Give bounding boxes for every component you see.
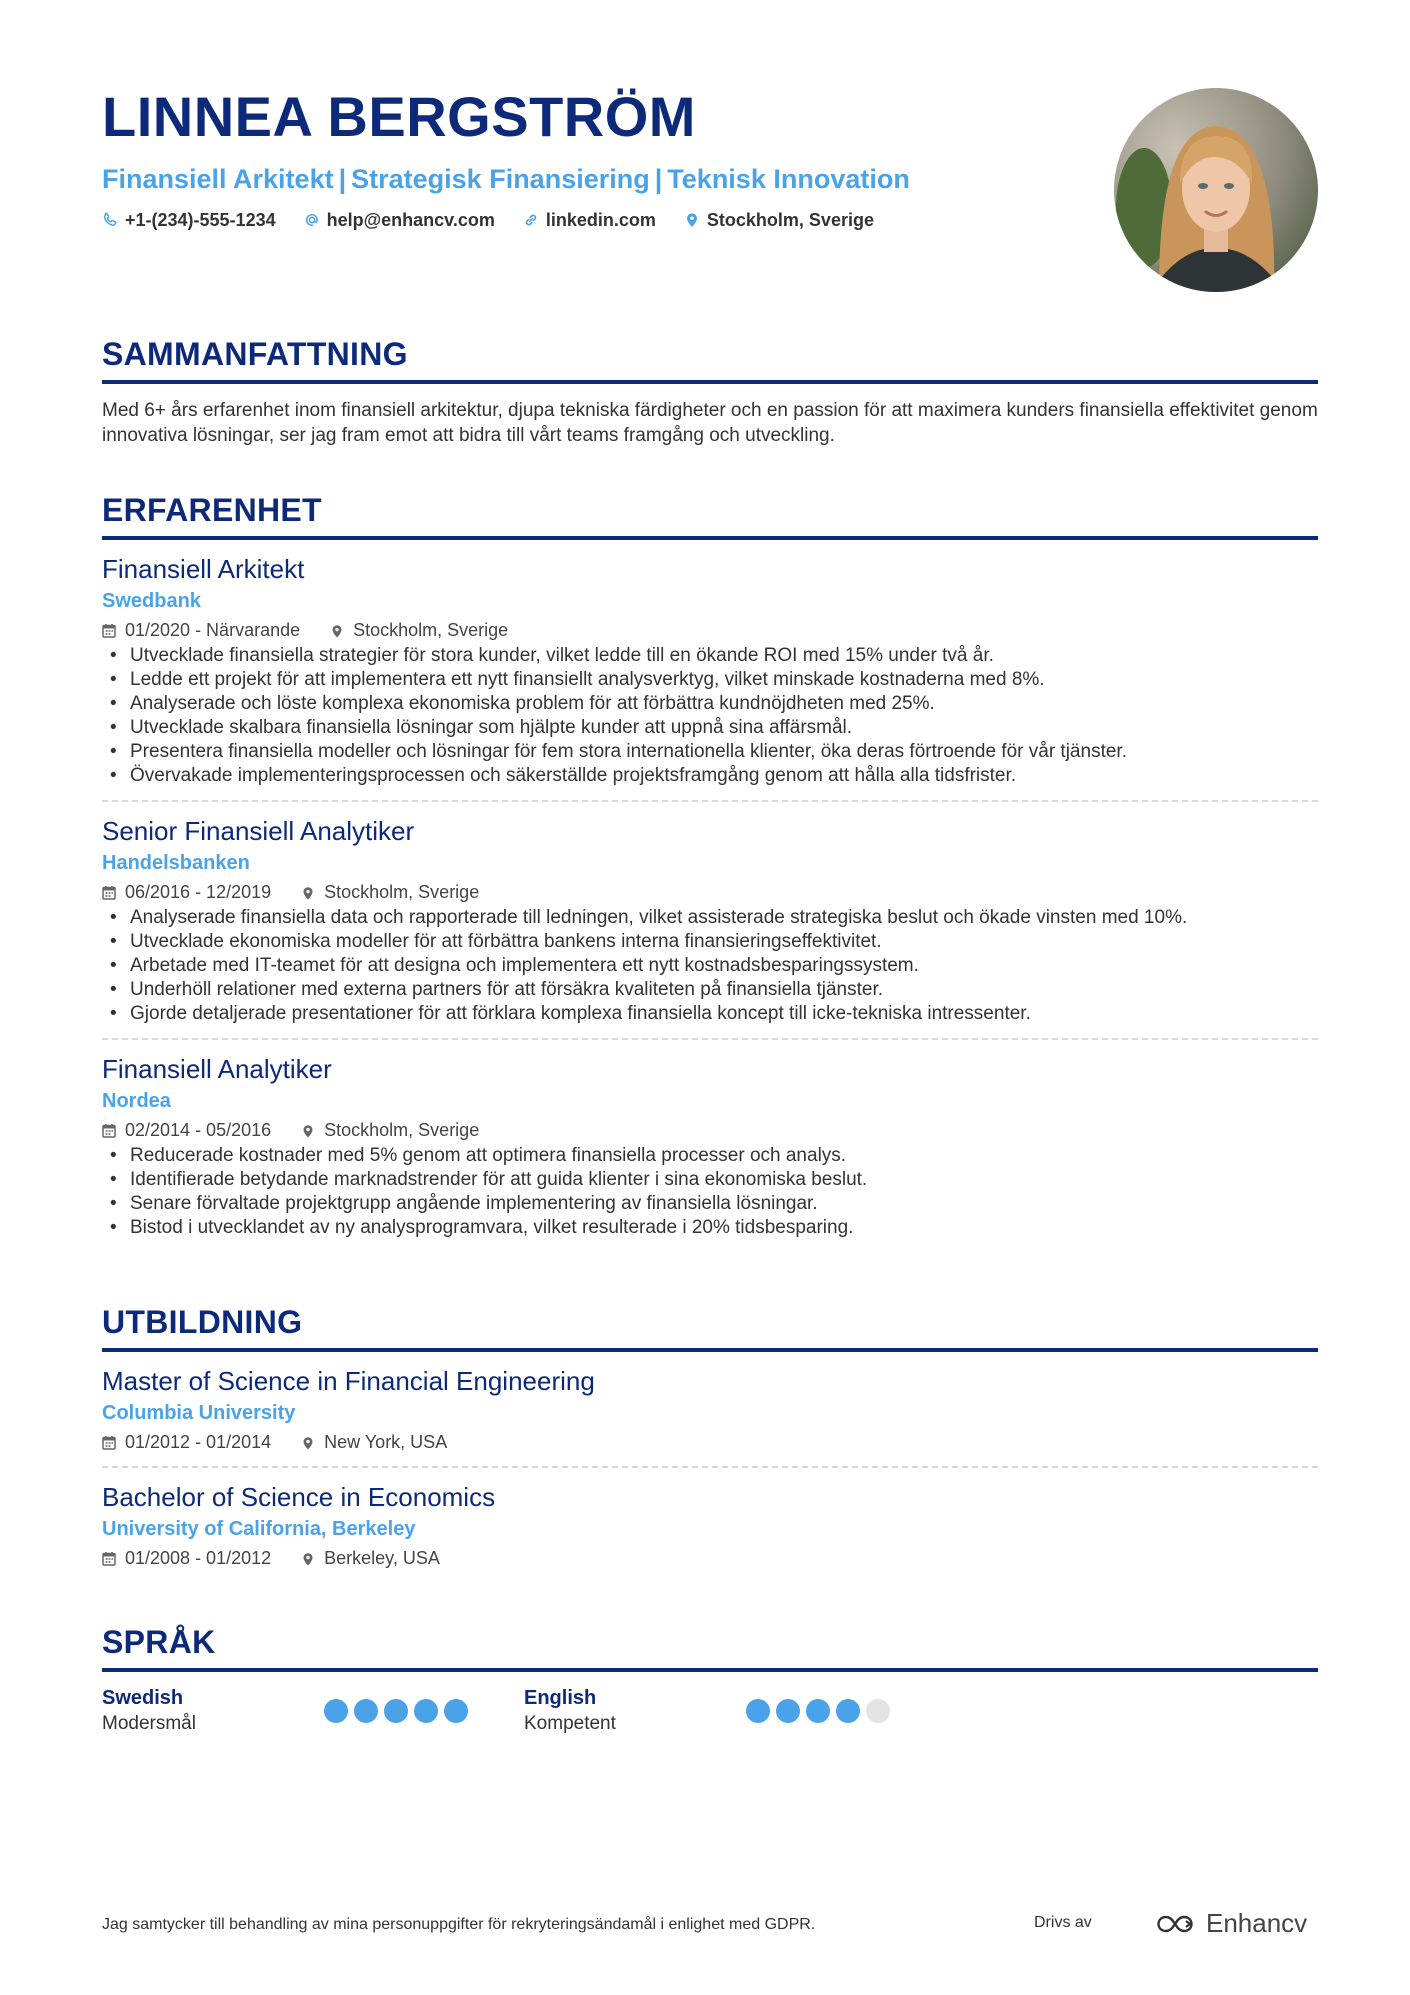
- list-item: • Övervakade implementeringsprocessen och säkerställde projektsframgång genom att hålla alla tidsfrister.: [102, 764, 1318, 788]
- map-pin-icon: [301, 1435, 315, 1450]
- list-item: • Analyserade och löste komplexa ekonomiska problem för att förbättra kundnöjdheten med 25%.: [102, 692, 1318, 716]
- date-text: 01/2020 - Närvarande: [125, 620, 301, 640]
- proficiency-dot-filled: [354, 1699, 378, 1723]
- section-title: UTBILDNING: [102, 1304, 303, 1340]
- location-text: New York, USA: [324, 1432, 448, 1452]
- job-title: Senior Finansiell Analytiker: [102, 816, 415, 846]
- location-text: Stockholm, Sverige: [706, 210, 874, 230]
- resume-header: [102, 82, 1062, 232]
- experience-entry: [102, 814, 1318, 1026]
- experience-entry: [102, 1052, 1318, 1240]
- list-item: • Arbetade med IT-teamet för att designa och implementera ett nytt kostnadsbesparingssystem.: [102, 954, 1318, 978]
- powered-by-label: Drivs av: [1034, 1914, 1092, 1931]
- map-pin-icon: [301, 885, 315, 900]
- date-range: [102, 1118, 271, 1142]
- language-name: English: [524, 1687, 597, 1709]
- brand-name: Enhancv: [1206, 1908, 1308, 1938]
- entry-meta: [102, 1430, 1318, 1454]
- calendar-icon: [102, 1551, 116, 1566]
- map-pin-icon: [684, 212, 700, 228]
- job-title: Finansiell Arkitekt: [102, 554, 305, 584]
- headline-separator: |: [338, 164, 347, 194]
- degree-title: Bachelor of Science in Economics: [102, 1482, 496, 1512]
- map-pin-icon: [301, 1551, 315, 1566]
- list-item: • Senare förvaltade projektgrupp angående implementering av finansiella lösningar.: [102, 1192, 1318, 1216]
- proficiency-dots: [324, 1686, 468, 1736]
- proficiency-dots: [746, 1686, 890, 1736]
- school-name: University of California, Berkeley: [102, 1518, 416, 1540]
- list-item: • Ledde ett projekt för att implementera ett nytt finansiellt analysverktyg, vilket minskade kostnaderna med 8%.: [102, 668, 1318, 692]
- phone-icon: [102, 212, 118, 228]
- linkedin-text: linkedin.com: [545, 210, 656, 230]
- phone-text: +1-(234)-555-1234: [125, 210, 276, 230]
- entry-meta: [102, 1546, 1318, 1570]
- entry-meta: [102, 1118, 1318, 1142]
- contact-phone[interactable]: [102, 208, 276, 232]
- entry-location: [301, 1430, 447, 1454]
- list-item: • Bistod i utvecklandet av ny analysprogramvara, vilket resulterade i 20% tidsbesparing.: [102, 1216, 1318, 1240]
- headline: [102, 162, 1062, 196]
- location-text: Stockholm, Sverige: [324, 882, 480, 902]
- brand-logo[interactable]: [1152, 1908, 1307, 1939]
- education-entry: [102, 1364, 1318, 1454]
- proficiency-dot-filled: [384, 1699, 408, 1723]
- contact-location: [684, 208, 874, 232]
- list-item: • Presentera finansiella modeller och lösningar för fem stora internationella klienter, öka deras förtroende för vår tjänster.: [102, 740, 1318, 764]
- education-section: [102, 1302, 1318, 1570]
- proficiency-dot-empty: [866, 1699, 890, 1723]
- achievement-list: [102, 644, 1318, 788]
- contact-email[interactable]: [304, 208, 495, 232]
- company-name: Swedbank: [102, 590, 201, 612]
- achievement-list: [102, 906, 1318, 1026]
- section-rule: [102, 1348, 1318, 1352]
- language-level: Modersmål: [102, 1713, 196, 1734]
- job-title: Finansiell Analytiker: [102, 1054, 332, 1084]
- proficiency-dot-filled: [776, 1699, 800, 1723]
- footer: [102, 1910, 1318, 1940]
- proficiency-dot-filled: [746, 1699, 770, 1723]
- calendar-icon: [102, 1435, 116, 1450]
- school-name: Columbia University: [102, 1402, 296, 1424]
- calendar-icon: [102, 885, 116, 900]
- language-item: [524, 1686, 946, 1736]
- date-text: 06/2016 - 12/2019: [125, 882, 272, 902]
- language-item: [102, 1686, 524, 1736]
- language-list: [102, 1686, 1318, 1736]
- at-icon: [304, 212, 320, 228]
- contact-row: [102, 208, 1062, 232]
- entry-location: [301, 880, 479, 904]
- education-entry: [102, 1480, 1318, 1570]
- entry-meta: [102, 880, 1318, 904]
- headline-part: Finansiell Arkitekt: [102, 164, 334, 194]
- languages-section: [102, 1622, 1318, 1736]
- list-item: • Gjorde detaljerade presentationer för att förklara komplexa finansiella koncept till icke-tekniska intressenter.: [102, 1002, 1318, 1026]
- proficiency-dot-filled: [836, 1699, 860, 1723]
- entry-location: [301, 1546, 440, 1570]
- profile-photo-image: [1114, 88, 1318, 292]
- proficiency-dot-filled: [414, 1699, 438, 1723]
- list-item: • Underhöll relationer med externa partners för att försäkra kvaliteten på finansiella tjänster.: [102, 978, 1318, 1002]
- calendar-icon: [102, 1123, 116, 1138]
- entry-location: [330, 618, 508, 642]
- company-name: Nordea: [102, 1090, 171, 1112]
- date-text: 01/2012 - 01/2014: [125, 1432, 272, 1452]
- section-title: SAMMANFATTNING: [102, 336, 408, 372]
- list-item: • Utvecklade finansiella strategier för stora kunder, vilket ledde till en ökande ROI med 15% under två år.: [102, 644, 1318, 668]
- proficiency-dot-filled: [806, 1699, 830, 1723]
- entry-location: [301, 1118, 479, 1142]
- date-range: [102, 1546, 271, 1570]
- experience-section: [102, 490, 1318, 1240]
- experience-entry: [102, 552, 1318, 788]
- summary-text: Med 6+ års erfarenhet inom finansiell arkitektur, djupa tekniska färdigheter och en passion för att maximera kunders finansiella effektivitet genom innovativa lösningar, ser jag fram emot att bidra till vårt teams framgång och utveckling.: [102, 400, 1318, 446]
- section-rule: [102, 536, 1318, 540]
- language-name: Swedish: [102, 1687, 184, 1709]
- link-icon: [523, 212, 539, 228]
- date-range: [102, 618, 300, 642]
- location-text: Stockholm, Sverige: [324, 1120, 480, 1140]
- candidate-name: LINNEA BERGSTRÖM: [102, 85, 696, 148]
- proficiency-dot-filled: [324, 1699, 348, 1723]
- company-name: Handelsbanken: [102, 852, 250, 874]
- headline-part: Strategisk Finansiering: [351, 164, 650, 194]
- entry-divider: [102, 1038, 1318, 1040]
- profile-photo: [1114, 88, 1318, 292]
- achievement-list: [102, 1144, 1318, 1240]
- enhancv-logo-icon: [1152, 1913, 1198, 1935]
- language-text: [524, 1686, 746, 1736]
- list-item: • Utvecklade ekonomiska modeller för att förbättra bankens interna finansieringseffektivitet.: [102, 930, 1318, 954]
- map-pin-icon: [301, 1123, 315, 1138]
- section-title: SPRÅK: [102, 1624, 216, 1660]
- list-item: • Identifierade betydande marknadstrender för att guida klienter i sina ekonomiska beslut.: [102, 1168, 1318, 1192]
- location-text: Berkeley, USA: [324, 1548, 440, 1568]
- section-rule: [102, 1668, 1318, 1672]
- headline-part: Teknisk Innovation: [667, 164, 910, 194]
- degree-title: Master of Science in Financial Engineering: [102, 1366, 595, 1396]
- location-text: Stockholm, Sverige: [353, 620, 509, 640]
- section-rule: [102, 380, 1318, 384]
- list-item: • Reducerade kostnader med 5% genom att optimera finansiella processer och analys.: [102, 1144, 1318, 1168]
- date-text: 02/2014 - 05/2016: [125, 1120, 272, 1140]
- summary-section: [102, 334, 1318, 448]
- calendar-icon: [102, 623, 116, 638]
- date-range: [102, 1430, 271, 1454]
- proficiency-dot-filled: [444, 1699, 468, 1723]
- entry-divider: [102, 800, 1318, 802]
- email-text: help@enhancv.com: [326, 210, 495, 230]
- language-text: [102, 1686, 324, 1736]
- language-level: Kompetent: [524, 1713, 616, 1734]
- entry-meta: [102, 618, 1318, 642]
- section-title: ERFARENHET: [102, 492, 322, 528]
- list-item: • Analyserade finansiella data och rapporterade till ledningen, vilket assisterade strategiska beslut och ökade vinsten med 10%.: [102, 906, 1318, 930]
- map-pin-icon: [330, 623, 344, 638]
- entry-divider: [102, 1466, 1318, 1468]
- date-range: [102, 880, 271, 904]
- headline-separator: |: [654, 164, 663, 194]
- list-item: • Utvecklade skalbara finansiella lösningar som hjälpte kunder att uppnå sina affärsmål.: [102, 716, 1318, 740]
- date-text: 01/2008 - 01/2012: [125, 1548, 272, 1568]
- gdpr-consent: Jag samtycker till behandling av mina personuppgifter för rekryteringsändamål i enlighet med GDPR.: [102, 1916, 816, 1933]
- contact-linkedin[interactable]: [523, 208, 656, 232]
